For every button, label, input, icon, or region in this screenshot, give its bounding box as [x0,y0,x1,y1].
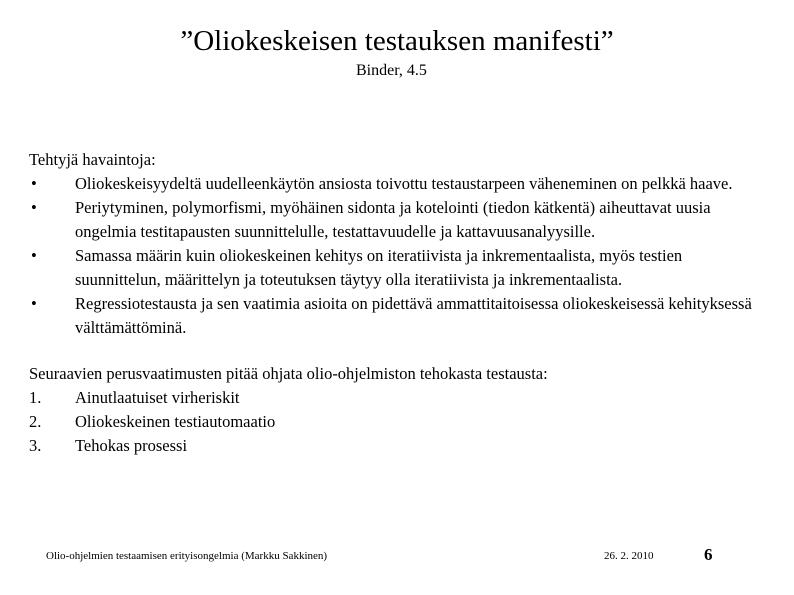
list-item [29,196,774,244]
slide-subtitle: Binder, 4.5 [356,62,427,79]
footer-date: 26. 2. 2010 [604,550,654,562]
observations-heading: Tehtyjä havaintoja: [29,150,156,169]
observations-list [29,172,774,340]
list-number: 2. [29,412,42,431]
bullet-icon: • [31,294,37,313]
bullet-text: Periytyminen, polymorfismi, myöhäinen sidonta ja kotelointi (tiedon kätkentä) aiheuttavat uusia ongelmia testitapausten suunnittelulle, testattavuudelle ja kattavuusanalyysille. [75,198,711,241]
page-number: 6 [704,545,713,564]
bullet-text: Oliokeskeisyydeltä uudelleenkäytön ansiosta toivottu testaustarpeen väheneminen on pelkkä haave. [75,174,733,193]
bullet-text: Samassa määrin kuin oliokeskeinen kehitys on iteratiivista ja inkrementaalista, myös testien suunnittelun, määrittelyn ja toteutuksen täytyy olla iteratiivista ja inkrementaalista. [75,246,683,289]
bullet-text: Regressiotestausta ja sen vaatimia asioita on pidettävä ammattitaitoisessa oliokeskeisessä kehityksessä välttämättöminä. [75,294,752,337]
footer-course: Olio-ohjelmien testaamisen erityisongelmia (Markku Sakkinen) [46,550,328,562]
list-item [29,244,774,292]
requirement-text: Ainutlaatuiset virheriskit [75,388,240,407]
slide-title: ”Oliokeskeisen testauksen manifesti” [180,25,614,57]
bullet-icon: • [31,174,37,193]
list-number: 1. [29,388,42,407]
bullet-icon: • [31,198,37,217]
requirement-text: Oliokeskeinen testiautomaatio [75,412,276,431]
list-number: 3. [29,436,42,455]
list-item [29,172,774,196]
list-item [29,434,774,458]
list-item [29,386,774,410]
slide-body [29,148,774,458]
requirement-text: Tehokas prosessi [75,436,188,455]
list-item [29,410,774,434]
list-item [29,292,774,340]
requirements-heading: Seuraavien perusvaatimusten pitää ohjata olio-ohjelmiston tehokasta testausta: [29,364,548,383]
bullet-icon: • [31,246,37,265]
requirements-list [29,386,774,458]
